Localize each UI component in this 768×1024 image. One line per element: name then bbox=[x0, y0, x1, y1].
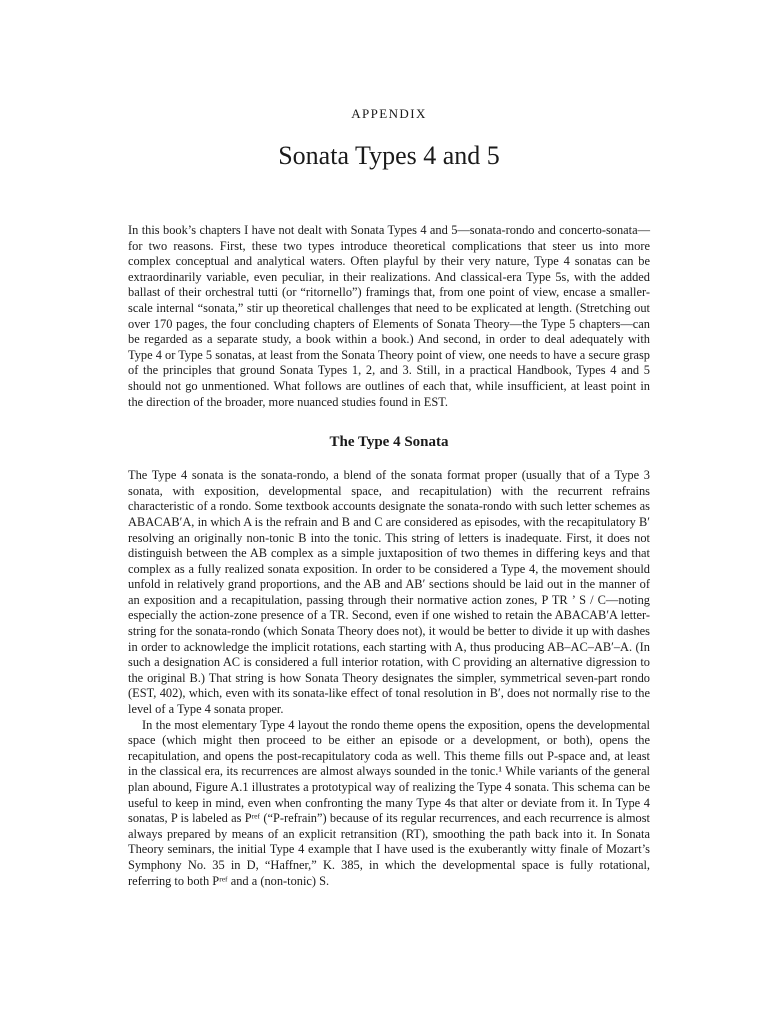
book-page bbox=[128, 104, 650, 889]
type4-section bbox=[128, 431, 650, 889]
intro-paragraph: In this book’s chapters I have not dealt with Sonata Types 4 and 5—sonata-rondo and concerto-sonata—for two reasons. First, these two types introduce theoretical complications that steer us into more complex conceptual and analytical waters. Often playful by their very nature, Type 4 sonatas can be extraordinarily variable, even peculiar, in their realizations. And classical-era Type 5s, with the added ballast of their orchestral tutti (or “ritornello”) framings that, from one point of view, encase a smaller-scale internal “sonata,” stir up theoretical challenges that need to be explicated at length. (Stretching out over 170 pages, the four concluding chapters of Elements of Sonata Theory—the Type 5 chapters—can be regarded as a separate study, a book within a book.) And second, in order to deal adequately with Type 4 or Type 5 sonatas, at least from the Sonata Theory point of view, one needs to have a secure grasp of the principles that ground Sonata Types 1, 2, and 3. Still, in a practical Handbook, Types 4 and 5 should not go unmentioned. What follows are outlines of each that, while insufficient, at least point in the direction of the broader, more nuanced studies found in EST. bbox=[128, 223, 650, 409]
appendix-label: APPENDIX bbox=[351, 106, 427, 121]
type4-paragraph-1: The Type 4 sonata is the sonata-rondo, a blend of the sonata format proper (usually that of a Type 3 sonata, with exposition, developmental space, and recapitulation) with the recurrent refrains characteristic of a rondo. Some textbook accounts designate the sonata-rondo with such letter schemes as ABACAB′A, in which A is the refrain and B and C are considered as episodes, with the recapitulatory B′ resolving an originally non-tonic B into the tonic. This string of letters is inadequate. First, it does not distinguish between the AB complex as a simple juxtaposition of two themes in differing keys and that complex as a fully realized sonata exposition. In order to be considered a Type 4, the movement should unfold in relatively grand proportions, and the AB and AB′ sections should be laid out in the manner of an exposition and a recapitulation, passing through their normative action zones, P TR ’ S / C—noting especially the action-zone presence of a TR. Second, even if one wished to retain the ABACAB′A letter-string for the sonata-rondo (which Sonata Theory does not), it would be better to divide it up with dashes in order to acknowledge the implicit rotations, each starting with A, thus producing AB–AC–AB′–A. (In such a designation AC is considered a full interior rotation, with C providing an alternative digression to the original B.) That string is how Sonata Theory designates the simpler, symmetrical seven-part rondo (EST, 402), which, even with its sonata-like effect of tonal resolution in B′, does not normally rise to the level of a Type 4 sonata proper. bbox=[128, 468, 650, 717]
page-header bbox=[128, 104, 650, 176]
chapter-title: Sonata Types 4 and 5 bbox=[278, 141, 500, 170]
section-heading: The Type 4 Sonata bbox=[329, 434, 449, 451]
type4-paragraph-2: In the most elementary Type 4 layout the rondo theme opens the exposition, opens the developmental space (which might then proceed to be either an episode or a development, or both), opens the recapitulation, and opens the post-recapitulatory coda as well. This theme fills out P-space and, at least in the classical era, its recurrences are almost always sounded in the tonic.¹ While variants of the general plan abound, Figure A.1 illustrates a prototypical way of realizing the Type 4 sonata. This schema can be useful to keep in mind, even when confronting the many Type 4s that alter or deviate from it. In Type 4 sonatas, P is labeled as Pʳᵉᶠ (“P-refrain”) because of its regular recurrences, and each recurrence is almost always prepared by means of an explicit retransition (RT), smoothing the path back into it. In Sonata Theory seminars, the initial Type 4 example that I have used is the exuberantly witty finale of Mozart’s Symphony No. 35 in D, “Haffner,” K. 385, in which the developmental space is fully rotational, referring to both Pʳᵉᶠ and a (non-tonic) S. bbox=[128, 717, 650, 888]
